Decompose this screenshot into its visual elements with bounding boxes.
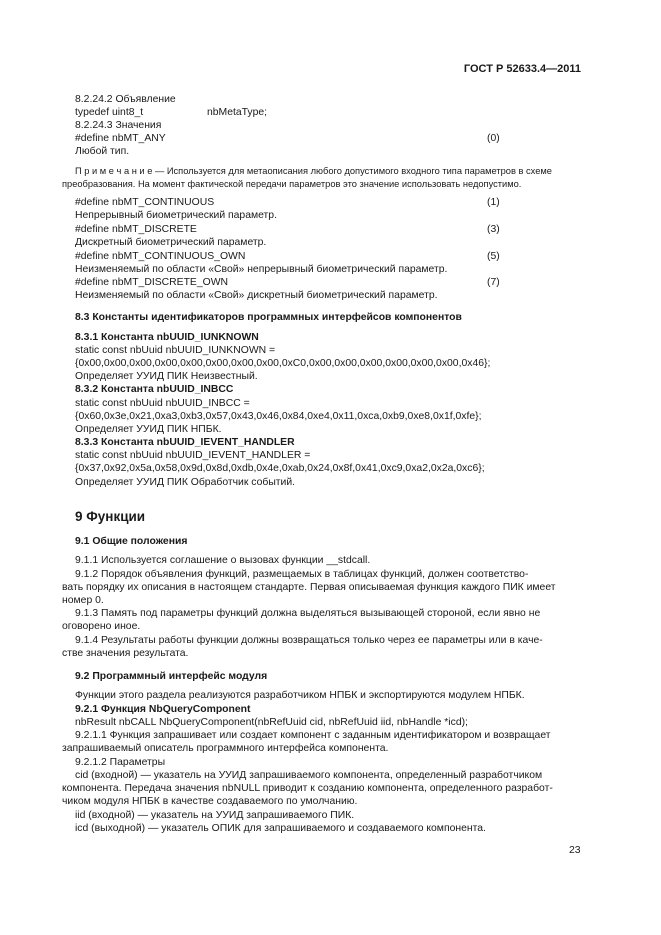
define-value: (5) <box>487 251 500 262</box>
paragraph-line: чиком модуля НПБК в качестве создаваемого по умолчанию. <box>62 796 358 807</box>
paragraph-line: вать порядку их описания в настоящем стандарте. Первая описываемая функция каждого ПИК имеет <box>62 582 556 593</box>
code-line: static const nbUuid nbUUID_IUNKNOWN = <box>75 345 276 356</box>
paragraph-line <box>75 568 581 581</box>
note-text: П р и м е ч а н и е — Используется для метаописания любого допустимого входного типа параметров в схеме <box>75 166 552 176</box>
clause-9-2-1-2: 9.2.1.2 Параметры <box>75 757 166 768</box>
define-line: #define nbMT_ANY <box>75 133 166 144</box>
define-description: Неизменяемый по области «Свой» непрерывный биометрический параметр. <box>75 264 448 275</box>
define-line: #define nbMT_DISCRETE_OWN <box>75 277 229 288</box>
paragraph-line: 9.1.4 Результаты работы функции должны возвращаться только через ее параметры или в каче- <box>75 635 543 646</box>
paragraph-line: cid (входной) — указатель на УУИД запрашиваемого компонента, определенный разработчиком <box>75 770 543 781</box>
paragraph-line: запрашиваемый описатель программного интерфейса компонента. <box>62 743 389 754</box>
code-description: Определяет УУИД ПИК Неизвестный. <box>75 371 258 382</box>
document-header: ГОСТ Р 52633.4—2011 <box>463 63 581 75</box>
paragraph-line: 9.1.3 Память под параметры функций должна выделяться вызывающей стороной, если явно не <box>75 608 541 619</box>
clause-8-2-24-2: 8.2.24.2 Объявление <box>75 94 176 105</box>
typedef-line: typedef uint8_t <box>75 107 144 118</box>
code-line: {0x60,0x3e,0x21,0xa3,0xb3,0x57,0x43,0x46,0x84,0xe4,0x11,0xca,0xb9,0xe8,0x1f,0xfe}; <box>75 411 482 422</box>
section-9-2-heading: 9.2 Программный интерфейс модуля <box>75 671 268 682</box>
paragraph-line: iid (входной) — указатель на УУИД запрашиваемого ПИК. <box>75 810 355 821</box>
paragraph-line: компонента. Передача значения nbNULL приводит к созданию компонента, определенного разработ- <box>62 783 553 794</box>
typedef-name: nbMetaType; <box>207 107 268 118</box>
clause-8-3-2-heading: 8.3.2 Константа nbUUID_INBCC <box>75 384 234 395</box>
code-line: {0x37,0x92,0x5a,0x58,0x9d,0x8d,0xdb,0x4e,0xab,0x24,0x8f,0x41,0xc9,0xa2,0x2a,0xc6}; <box>75 463 485 474</box>
clause-9-2-1-heading: 9.2.1 Функция NbQueryComponent <box>75 704 251 715</box>
code-description: Определяет УУИД ПИК НПБК. <box>75 424 222 435</box>
paragraph-line: Функции этого раздела реализуются разработчиком НПБК и экспортируются модулем НПБК. <box>75 690 525 701</box>
define-value: (0) <box>487 133 500 144</box>
define-description: Любой тип. <box>75 146 130 157</box>
paragraph-line: icd (выходной) — указатель ОПИК для запрашиваемого и создаваемого компонента. <box>75 823 486 834</box>
note-text: преобразования. На момент фактической передачи параметров это значение использовать недопустимо. <box>62 179 522 189</box>
clause-8-3-1-heading: 8.3.1 Константа nbUUID_IUNKNOWN <box>75 332 259 343</box>
clause-8-3-3-heading: 8.3.3 Константа nbUUID_IEVENT_HANDLER <box>75 437 295 448</box>
paragraph-line: стве значения результата. <box>62 648 189 659</box>
code-line: static const nbUuid nbUUID_INBCC = <box>75 398 250 409</box>
define-value: (7) <box>487 277 500 288</box>
section-8-3-heading: 8.3 Константы идентификаторов программных интерфейсов компонентов <box>75 312 462 323</box>
define-value: (1) <box>487 197 500 208</box>
define-description: Непрерывный биометрический параметр. <box>75 210 277 221</box>
paragraph-text: 9.1.2 Порядок объявления функций, размещаемых в таблицах функций, должен соответство- <box>75 569 529 580</box>
page-number: 23 <box>569 845 581 856</box>
define-value: (3) <box>487 224 500 235</box>
define-description: Дискретный биометрический параметр. <box>75 237 267 248</box>
code-line: {0x00,0x00,0x00,0x00,0x00,0x00,0x00,0x00,0xC0,0x00,0x00,0x00,0x00,0x00,0x00,0x46}; <box>75 358 491 369</box>
define-line: #define nbMT_CONTINUOUS_OWN <box>75 251 246 262</box>
paragraph-line: оговорено иное. <box>62 621 141 632</box>
code-line: static const nbUuid nbUUID_IEVENT_HANDLER = <box>75 450 311 461</box>
paragraph-line: 9.1.1 Используется соглашение о вызовах функции __stdcall. <box>75 555 371 566</box>
section-9-1-heading: 9.1 Общие положения <box>75 536 188 547</box>
define-line: #define nbMT_DISCRETE <box>75 224 197 235</box>
section-9-heading: 9 Функции <box>75 509 146 524</box>
clause-8-2-24-3: 8.2.24.3 Значения <box>75 120 162 131</box>
code-description: Определяет УУИД ПИК Обработчик событий. <box>75 477 296 488</box>
paragraph-line: 9.2.1.1 Функция запрашивает или создает компонент с заданным идентификатором и возвращает <box>75 730 551 741</box>
paragraph-line: номер 0. <box>62 595 104 606</box>
function-signature: nbResult nbCALL NbQueryComponent(nbRefUuid cid, nbRefUuid iid, nbHandle *icd); <box>75 717 468 728</box>
define-description: Неизменяемый по области «Свой» дискретный биометрический параметр. <box>75 290 438 301</box>
define-line: #define nbMT_CONTINUOUS <box>75 197 215 208</box>
